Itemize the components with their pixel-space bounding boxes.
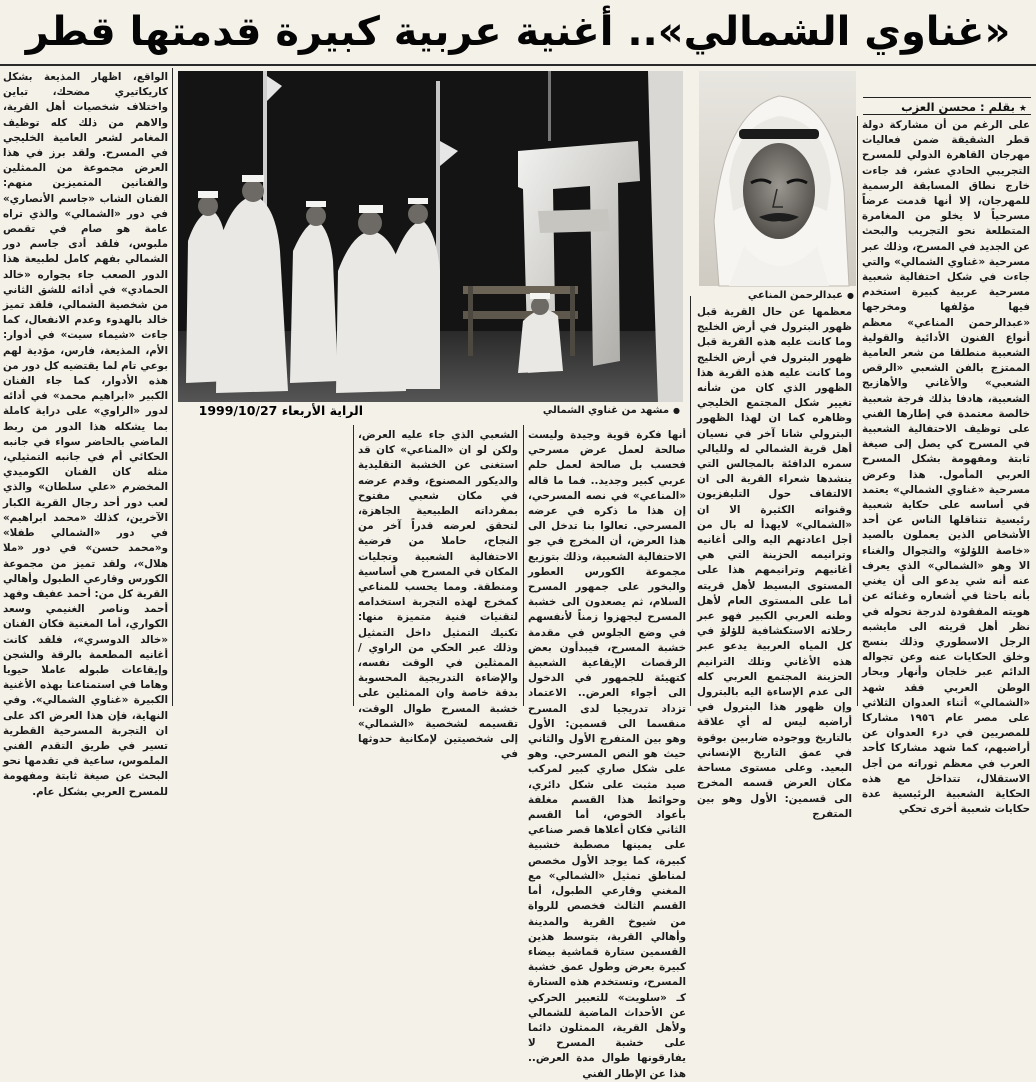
article-column-3: [528, 428, 686, 1080]
column-text: الشعبي الذي جاء عليه العرض، ولكن لو ان «المناعي» كان قد استغنى عن الخشبة التقليدية والديكور المصنوع، وقدم عرضه في مكان شعبي مفتوح بمفرداته الطبيعية الجاهزة، لتحقق لعرضه قدراً آخر من النجاح، حاملا من فرضية الاحتفالية الشعبية وتجليات المكان في المسرح هي أساسية ومنطقة. ومما يحسب للمناعي كمخرج لهذه التجربة استخدامه لتقنيات فنية متميزة منها: تكنيك التمثيل داخل التمثيل وذلك عبر الحكي من الراوي / الممثلين في الوقت نفسه، والإضاءة التدريجية المحسوبة بدقة خاصة وان الممثلين على خشبة المسرح طوال الوقت، تقسيمه لشخصية «الشمالي» إلى شخصيتين لإمكانية حدوثها في: [358, 429, 518, 761]
article-column-5: [3, 70, 168, 798]
byline-prefix: بقلم: [988, 100, 1015, 114]
article-column-1: [862, 118, 1030, 816]
article-column-2: [697, 305, 852, 820]
byline-author: محسن العزب: [901, 100, 976, 114]
article-column-4: [358, 428, 518, 761]
portrait-image: [699, 71, 856, 286]
column-text: الواقع، اظهار المذيعة بشكل كاريكاتيري مضحك، تباين واختلاف شخصيات أهل القرية، والاهم من ذلك كله توظيف المغامر لشعر العامية الخليجي في المسرح. ولقد برز في هذا العرض مجموعة من الممثلين والفنانين المتميزين منهم: الفنان الشاب «جاسم الأنصاري» في دور «الشمالي» والذي تراه عامة هو صام في تقمص ملبوس، فلقد أدى جاسم دور الشمالي بفهم كامل لطبيعة هذا الدور الصعب جاء بجواره «خالد الحمادي» في أدائه للشق الثاني من شخصية الشمالي، فلقد تميز خالد بالهدوء وعدم الانفعال، كما جاءت «شيماء سيت» في أدوار: الأم، المذيعة، فارس، مؤدية لهم بوعي تام لما يقتضيه كل دور من هذه الأدوار، كما جاء الفنان الكبير «ابراهيم محمد» في أدائه لدور «الراوي» على دراية كاملة بما يشكله هذا الدور من ربط الماضي بالحاضر سواء في جانبه الحكائي أم في جانبه التمثيلي، مثله كان الفنان الكوميدي المخضرم «علي سلطان» والذي لعب دور أحد رجال القرية الكبار الآخرين، كذلك «محمد ابراهيم» في دور «الشمالي طفلا» و«محمد حسن» في دور «ملا هلال»، ولقد تميز من مجموعة الكورس وقارعي الطبول وأهالي القرية كل من: أحمد عفيف وفهد أحمد وناصر الغنيمي وسعد الكواري، أما المغنية فكان الفنان «خالد الدوسري»، فلقد كانت أغانيه المطعمة بالرقة والشجن وإيقاعات طبوله عاملا حيويا وهاما في استمتاعنا بهذه الأغنية الكبيرة «غناوي الشمالي». وفي النهاية، فإن هذا العرض اكد على ان التجربة المسرحية القطرية تسير في طريق التقدم الفني الملموس، ساعية في تقدمها نحو البحث عن صيغة ثابتة ومفهومة للمسرح العربي بشكل عام.: [3, 71, 168, 798]
column-text: على الرغم من أن مشاركة دولة قطر الشقيقة ضمن فعاليات مهرجان القاهرة الدولي للمسرح التجريبي الحادي عشر، قد جاءت خارج نطاق المسابقة الرسمية للمهرجان، إلا أنها قدمت عرضاً مسرحياً لا يخلو من المغامرة المتطلعة نحو التجريب والبحث عن الجديد في المسرح، وذلك عبر مسرحية «غناوي الشمالي» والتي جاءت في شكل احتفالية شعبية مسرحية عربية كبيرة استخدم فيها مؤلفها ومخرجها «عبدالرحمن المناعي» معظم أنواع الفنون الأدائية والقولية الشعبية منطلقا من شعر العامية الممتزج بالفن الشعبي «الرقص الشعبي» والأغاني والأهازيج الشعبية، هادفا بذلك فرجة شعبية خالصة معتمدة في إطارها الفني على توظيف الاحتفالية الشعبية في المسرح كي يصل إلى صيغة ثابتة ومفهومة بشكل المسرح العربي المأمول. هذا وعرض مسرحية «غناوي الشمالي» يعتمد في أساسه على حكاية شعبية رئيسية تتناقلها الناس عن أحد الأشخاص الذين يعملون بالصيد «خاصة اللؤلؤ» والتجوال والغناء الا وهو «الشمالي» الذي يعرف عنه أنه شي يدعو الى أن يغني بأنه باحثا في أشعاره وغنائه عن هويته المفقودة لدرجة تحوله في نظر أهل قريته الى مايشبه الرجل الاسطوري وذلك بنسج وخلق الحكايات عنه وعن تجواله الدائم عبر خلجان وأنهار وبحار الوطن العربي فقد شهد «الشمالي» أثناء العدوان الثلاثي على مصر عام ١٩٥٦ مشاركا للمصريين في درء العدوان عن أراضيهم، كما شهد مشاركا كأحد العرب في معظم ثوراته من أجل الاستقلال، تتداخل مع هذه الحكاية الشعبية الرئيسية عدة حكايات شعبية أخرى تحكي: [862, 119, 1030, 816]
portrait-photo: [699, 71, 856, 286]
stage-image: [178, 71, 683, 402]
column-rule: [172, 68, 173, 706]
column-rule: [690, 296, 691, 706]
column-text: أنها فكرة قوية وجيدة وليست صالحة لعمل عرض مسرحي فحسب بل صالحة لعمل حلم عربي كبير وجديد.. فما ما قاله «المناعي» في نصه المسرحي، إن هذا ما ذكره في عرضه المسرحي. تعالوا بنا تدخل الى هذا العرض، أن المخرج في جو الاحتفالية الشعبية، وذلك بتوزيع مجموعة الكورس العطور والبخور على جمهور المسرح السلام، ثم يصعدون الى خشبة المسرح ليجهزوا زمناً لأنفسهم في وضع الجلوس في مقدمة خشبة المسرح، فيبدأون بعض الرقصات الإيقاعية الشعبية كتهيئة للجمهور في الدخول الى أجواء العرض.. الاعتماد تزداد تدريجيا لدى المسرح منقسما الى قسمين: الأول وهو بين المتفرج الأول والثاني حيث هو النص المسرحي. وهو على شكل صاري كبير لمركب صيد مثبت على شكل دائري، وحوائط هذا القسم مغلفة بأعواد الخوص، أما القسم الثاني فكان أعلاها قصر صناعي على يمينها مصطبة خشبية كبيرة، كما يوجد الأول مخصص لمناطق تمثيل «الشمالي» مع المغني وقارعي الطبول، أما القسم الثالث فخصص للرواة من شيوخ القرية والمدينة وأهالي القرية، بتوسط هذين القسمين ستارة قماشية بيضاء كبيرة بعرض وطول عمق خشبة المسرح، وتستخدم هذه الستارة كـ «سلويت» للتعبير الحركي عن الأحداث الماضية للشمالي ولأهل القرية، الممثلون دائما على خشبة المسرح لا يفارقونها طوال مدة العرض.. هذا عن الإطار الفني: [528, 429, 686, 1080]
portrait-caption-text: عبدالرحمن المناعي: [747, 290, 844, 301]
stage-caption: [530, 405, 680, 416]
column-text: معظمها عن حال القرية قبل ظهور البترول في أرض الخليج وما كانت عليه هذه القرية قبل ظهور البترول في أرض الخليج وما كانت عليه هذه القرية هذا الظهور الذي كان من شأنه تغيير شكل المجتمع الخليجي وظاهره كما ان لهذا الظهور البترولي شانا آخر في نسيان أهل قرية الشمالي له ولليالي سمره الدافئة بالمجالس التي ينشدها شعراء القرية الى ان الالتفاف حول التليفزيون وقنواته الكثيرة الا ان «الشمالي» لايهدأ له بال من أجل اعادتهم اليه والى أغانيه وترانيمه الحزينة التي هي أغانيهم وترانيمهم هذا على المستوى البسيط لأهل قريته أما على المستوى العام لأهل وطنه العربي الكبير فهو عبر رحلاته الاستكشافية للؤلؤ في كل المياه العربية يدعو عبر هذه الأغاني وتلك الترانيم الحزينة المجتمع العربي كله الى عدم الإساءة اليه بالبترول وإن ظهور هذا البترول في أراضيه ليس له أي علاقة بالتاريخ ووجوده ضاربين بوقوة في عمق التاريخ الإنساني البعيد. وعلى مستوى مساحة مكان العرض قسمه المخرج الى قسمين: الأول وهو بين المتفرج: [697, 306, 852, 820]
headline: «غناوي الشمالي».. أغنية عربية كبيرة قدمتها قطر: [0, 0, 1036, 64]
bullet-icon: ★: [1018, 104, 1027, 114]
stage-caption-text: مشهد من غناوي الشمالي: [542, 405, 670, 416]
headline-rule: [0, 64, 1036, 66]
portrait-caption: [734, 290, 854, 301]
byline: ★بقلم : محسن العزب: [863, 97, 1031, 115]
bullet-icon: ●: [673, 406, 680, 415]
stage-photo: [178, 71, 683, 402]
column-rule: [353, 425, 354, 706]
column-rule: [523, 425, 524, 706]
dateline: الراية الأربعاء 1999/10/27: [198, 403, 363, 418]
bullet-icon: ●: [847, 291, 854, 300]
column-rule: [857, 116, 858, 706]
